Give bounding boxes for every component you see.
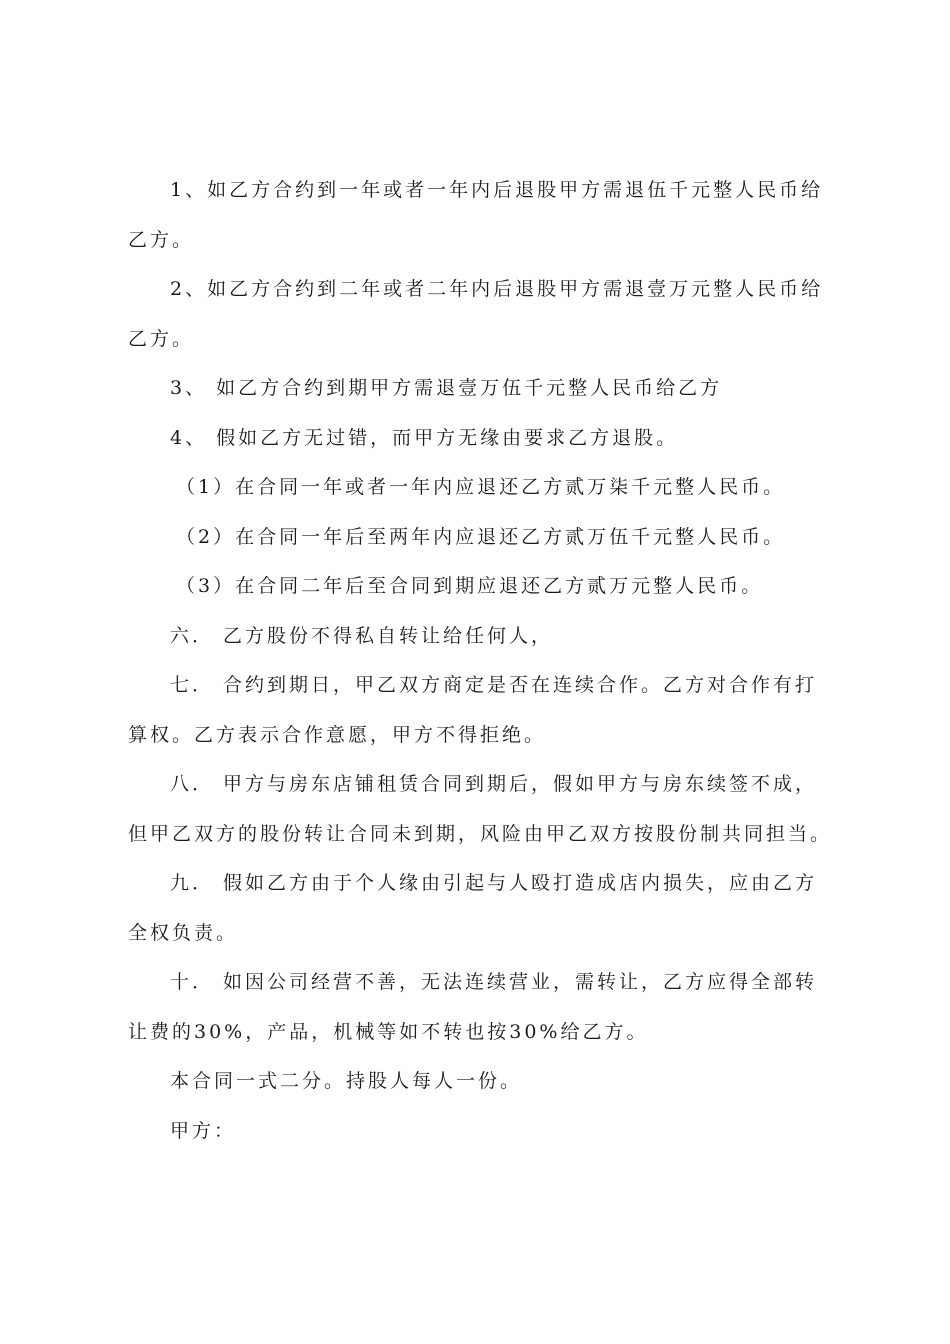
clause-4-item-1: （1）在合同一年或者一年内应退还乙方贰万柒千元整人民币。 bbox=[176, 476, 786, 498]
contract-body bbox=[128, 166, 834, 1156]
clause-ten: 十． 如因公司经营不善，无法连续营业，需转让，乙方应得全部转让费的30%，产品，机械等如不转也按30%给乙方。 bbox=[128, 971, 818, 1043]
clause-4-item-3: （3）在合同二年后至合同到期应退还乙方贰万元整人民币。 bbox=[176, 575, 764, 597]
clause-4: 4、 假如乙方无过错，而甲方无缘由要求乙方退股。 bbox=[170, 426, 679, 449]
clause-seven: 七． 合约到期日，甲乙双方商定是否在连续合作。乙方对合作有打算权。乙方表示合作意愿，甲方不得拒绝。 bbox=[128, 674, 818, 746]
copies-statement: 本合同一式二分。持股人每人一份。 bbox=[170, 1070, 523, 1092]
clause-2: 2、如乙方合约到二年或者二年内后退股甲方需退壹万元整人民币给乙方。 bbox=[128, 278, 824, 350]
clause-4-item-2: （2）在合同一年后至两年内应退还乙方贰万伍千元整人民币。 bbox=[176, 525, 786, 548]
clause-1: 1、如乙方合约到一年或者一年内后退股甲方需退伍千元整人民币给乙方。 bbox=[128, 179, 824, 251]
clause-six: 六． 乙方股份不得私自转让给任何人， bbox=[170, 624, 554, 647]
clause-3: 3、 如乙方合约到期甲方需退壹万伍千元整人民币给乙方 bbox=[170, 377, 723, 399]
clause-eight: 八． 甲方与房东店铺租赁合同到期后，假如甲方与房东续签不成，但甲乙双方的股份转让合同未到期，风险由甲乙双方按股份制共同担当。 bbox=[128, 773, 833, 845]
party-a-signature-label: 甲方： bbox=[170, 1119, 237, 1142]
clause-nine: 九． 假如乙方由于个人缘由引起与人殴打造成店内损失，应由乙方全权负责。 bbox=[128, 872, 818, 944]
